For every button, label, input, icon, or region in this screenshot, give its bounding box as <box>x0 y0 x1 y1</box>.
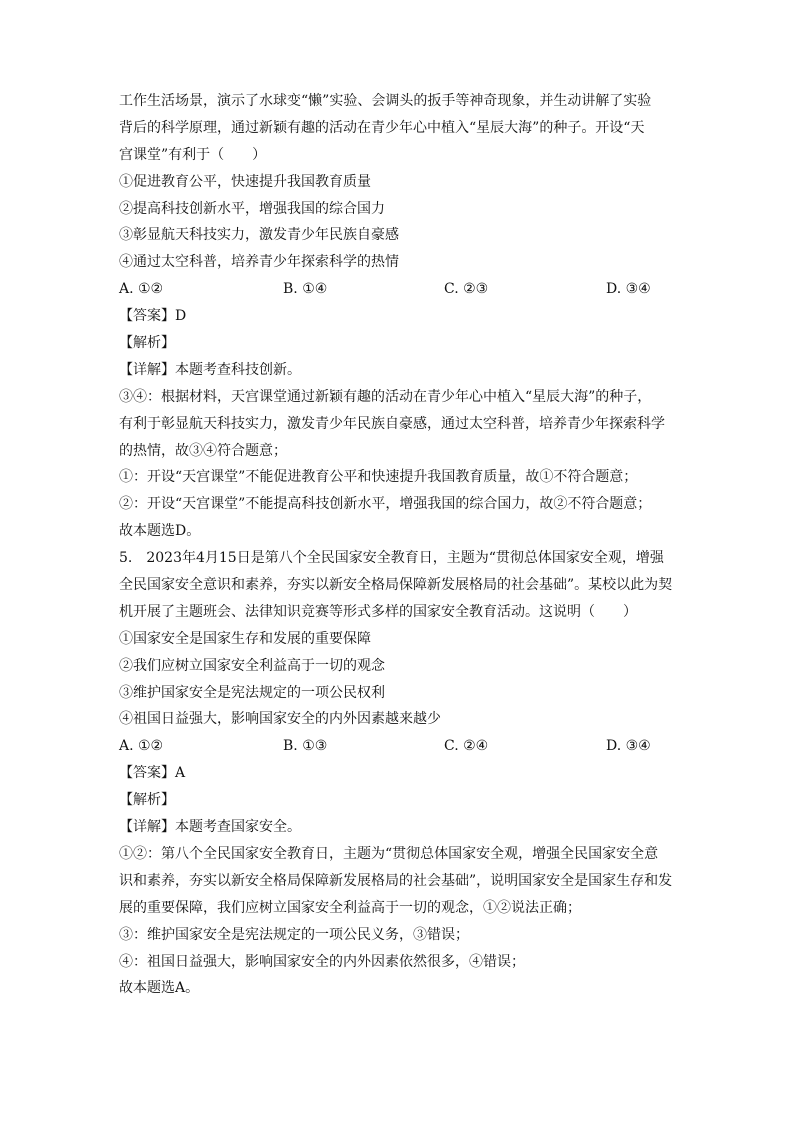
q5-statement-1: ①国家安全是国家生存和发展的重要保障 <box>119 630 371 647</box>
q5-detail-line: ③：维护国家安全是宪法规定的一项公民义务，③错误； <box>119 926 469 943</box>
q4-detail-line: 的热情，故③④符合题意； <box>119 442 287 459</box>
q5-detail-line: 【详解】本题考查国家安全。 <box>119 819 301 836</box>
q4-stem-line: 工作生活场景，演示了水球变“懒”实验、会调头的扳手等神奇现象，并生动讲解了实验 <box>119 93 652 109</box>
q4-detail-line: 有利于彰显航天科技实力，激发青少年民族自豪感，通过太空科普，培养青少年探索科学 <box>119 415 665 432</box>
q5-statement-2: ②我们应树立国家安全利益高于一切的观念 <box>119 657 385 674</box>
q5-stem-line: 机开展了主题班会、法律知识竞赛等形式多样的国家安全教育活动。这说明（ ） <box>119 603 637 620</box>
document-page <box>119 88 679 1002</box>
q4-option-b: B. ①④ <box>283 281 328 298</box>
q4-answer: 【答案】D <box>119 308 187 325</box>
q4-statement-1: ①促进教育公平，快速提升我国教育质量 <box>119 173 371 190</box>
q4-detail-line: 故本题选D。 <box>119 523 201 540</box>
q4-options <box>119 276 679 303</box>
q4-detail-line: 【详解】本题考查科技创新。 <box>119 361 301 378</box>
q5-option-d: D. ③④ <box>606 738 651 755</box>
q4-statement-4: ④通过太空科普，培养青少年探索科学的热情 <box>119 254 399 271</box>
q5-option-b: B. ①③ <box>283 738 328 755</box>
q4-option-d: D. ③④ <box>606 281 651 298</box>
q5-stem-line: 5. 2023年4月15日是第八个全民国家安全教育日，主题为“贯彻总体国家安全观，增强 <box>119 550 664 567</box>
q4-stem-line: 背后的科学原理，通过新颖有趣的活动在青少年心中植入“星辰大海”的种子。开设“天 <box>119 119 645 136</box>
q5-stem-line: 全民国家安全意识和素养，夯实以新安全格局保障新发展格局的社会基础”。某校以此为契 <box>119 577 673 594</box>
q5-option-c: C. ②④ <box>444 738 489 755</box>
q5-statement-4: ④祖国日益强大，影响国家安全的内外因素越来越少 <box>119 711 441 728</box>
q4-option-a: A. ①② <box>119 281 164 298</box>
q5-detail-line: ①②：第八个全民国家安全教育日，主题为“贯彻总体国家安全观，增强全民国家安全意 <box>119 845 659 862</box>
q4-stem-line: 宫课堂”有利于（ ） <box>119 146 267 163</box>
q4-detail-line: ③④：根据材料，天宫课堂通过新颖有趣的活动在青少年心中植入“星辰大海”的种子， <box>119 388 652 405</box>
q4-detail-line: ①：开设“天宫课堂”不能促进教育公平和快速提升我国教育质量，故①不符合题意； <box>119 469 638 486</box>
q5-answer: 【答案】A <box>119 765 186 782</box>
q5-analysis-label: 【解析】 <box>119 792 175 809</box>
q5-statement-3: ③维护国家安全是宪法规定的一项公民权利 <box>119 684 385 701</box>
q4-detail-line: ②：开设“天宫课堂”不能提高科技创新水平，增强我国的综合国力，故②不符合题意； <box>119 496 652 513</box>
q5-detail-line: 展的重要保障，我们应树立国家安全利益高于一切的观念，①②说法正确； <box>119 899 581 916</box>
q4-analysis-label: 【解析】 <box>119 335 175 352</box>
q5-detail-line: 故本题选A。 <box>119 980 200 997</box>
q5-detail-line: ④：祖国日益强大，影响国家安全的内外因素依然很多，④错误； <box>119 953 525 970</box>
q4-statement-3: ③彰显航天科技实力，激发青少年民族自豪感 <box>119 227 399 244</box>
q5-detail-line: 识和素养，夯实以新安全格局保障新发展格局的社会基础”，说明国家安全是国家生存和发 <box>119 872 673 889</box>
q5-options <box>119 733 679 760</box>
q4-option-c: C. ②③ <box>444 281 489 298</box>
q4-statement-2: ②提高科技创新水平，增强我国的综合国力 <box>119 200 385 217</box>
q5-option-a: A. ①② <box>119 738 164 755</box>
